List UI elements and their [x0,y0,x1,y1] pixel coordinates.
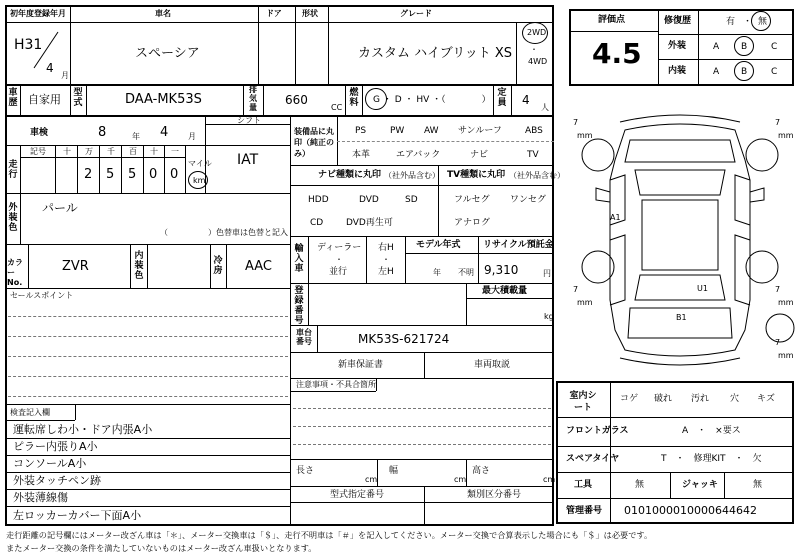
damage-mark-u1: U1 [697,284,708,293]
mileage-digit: 2 [84,167,93,182]
model-year-unit: 年 [433,268,441,277]
tv-label: TV種類に丸印 [447,170,506,180]
import-left-h: 左H [378,267,394,277]
tv-sub: （社外品含む） [509,171,565,180]
tire-depth: 7 [775,285,781,294]
shape-label: 形状 [302,9,318,18]
navi-item: CD [310,218,324,228]
tire-depth-mm: mm [577,131,593,140]
import-parallel: 並行 [329,267,348,277]
grade: カスタム ハイブリット XS [358,46,512,61]
exterior-c: C [771,42,778,52]
jack-label: ジャッキ [682,480,718,490]
tv-item: フルセグ [454,195,490,205]
spare-label: スペアタイヤ [566,454,620,464]
tire-depth: 7 [775,118,781,127]
inspector-label: 検査記入欄 [10,408,50,417]
equipment-item: ABS [525,126,543,136]
car-name-label: 車名 [155,9,171,18]
seat-item: 破れ [654,394,673,404]
drive-dot: ・ [530,45,538,54]
inspector-note: 運転席しわ小・ドア内張A小 [13,423,153,436]
mileage-digit: 0 [149,167,158,182]
model-label: 型式 [73,88,83,108]
seat-item: コゲ [620,394,639,404]
equipment-item: エアバック [396,150,441,160]
category: 自家用 [28,93,61,106]
repair-option: 無 [758,17,768,27]
mileage-digit: 5 [128,167,137,182]
glass-value: A ・ ×要ス [682,426,741,436]
displacement-label: 排気量 [249,85,257,112]
exterior-selected-circle [734,36,754,56]
color-no-label: カラーNo. [7,258,23,287]
tv-item: アナログ [454,218,491,228]
drive-4wd: 4WD [528,57,548,66]
navi-item: SD [405,195,418,205]
navi-label: ナビ種類に丸印 [318,170,382,180]
sales-point-label: セールスポイント [10,291,74,300]
displacement: 660 [285,93,308,107]
mileage-unit: 一 [171,147,179,156]
seat-item: 汚れ [691,394,710,404]
mileage-label: 走行 [8,160,18,180]
repair-option: 有 [726,17,736,27]
car-damage-diagram [560,100,800,380]
equipment-item: サンルーフ [458,126,502,136]
repair-label: 修復歴 [664,16,692,26]
inspector-note: コンソールA小 [13,457,87,470]
color-note: （ ）色替車は色替と記入 [160,228,288,237]
tire-depth-mm: mm [577,298,593,307]
capacity-unit: 人 [541,103,549,112]
tire-depth: 7 [775,338,781,347]
mileage-unit: 万 [85,147,93,156]
seat-item: キズ [757,394,775,404]
tools-label: 工具 [574,480,593,490]
equipment-item: 本革 [352,150,371,160]
navi-item: DVD [359,195,379,205]
exterior-label: 外装 [668,41,687,51]
category-number-label: 類別区分番号 [467,490,522,500]
color-value: パール [42,201,78,215]
recycle-label: リサイクル預託金 [483,240,554,250]
car-name: スペーシア [135,46,200,61]
interior-color-label: 内装色 [134,251,144,281]
tire-depth-mm: mm [778,131,794,140]
seat-item: 穴 [730,394,740,404]
interior-selected-circle [734,61,754,81]
length-label: 長さ [296,466,315,476]
tire-depth-mm: mm [778,351,794,360]
mileage-digit: 5 [106,167,115,182]
equipment-item: PS [355,126,367,136]
tv-item: ワンセグ [510,195,547,205]
seat-label: 室内シート [569,391,597,413]
score-label: 評価点 [598,15,626,25]
footer-note-1: 走行距離の記号欄にはメーター改ざん車は「＊」、メーター交換車は「＄」、走行不明車は「＃」を記入してください。メーター交換で合算表示した場合にも「＄」は必要です。 [6,530,653,540]
manual-label: 車両取説 [474,360,511,370]
fuel-selected-circle [365,88,387,110]
model: DAA-MK53S [125,92,202,107]
fuel-options: G ・ D ・ HV ・（ ） [373,95,491,105]
tools-value: 無 [635,480,645,490]
tire-depth-mm: mm [778,298,794,307]
damage-mark-b1: B1 [676,313,687,322]
mile-label: マイル [188,159,212,168]
ac-label: 冷房 [213,256,223,276]
inspection-year-unit: 年 [132,132,140,141]
interior-label: 内装 [668,66,687,76]
interior-a: A [713,67,720,77]
inspector-note: 外装薄線傷 [13,491,68,504]
spare-value: T ・ 修理KIT ・ 欠 [661,454,762,464]
inspector-note: ピラー内張りA小 [13,440,98,453]
tire-depth: 7 [573,285,579,294]
navi-sub: （社外品含む） [384,171,440,180]
inspection-month: 4 [160,125,169,140]
recycle-yen: 円 [543,269,551,278]
equipment-item: PW [390,126,405,136]
first-reg-label: 初年度登録年月 [10,9,66,18]
reg-number-label: 登録番号 [294,286,304,326]
exterior-b: B [741,42,748,52]
first-reg-slash [30,30,60,70]
drive-2wd: 2WD [527,28,547,37]
mileage-unit: 千 [107,147,115,156]
exterior-a: A [713,42,720,52]
height-label: 高さ [472,466,491,476]
capacity: 4 [522,93,530,107]
repair-option: ・ [743,17,753,27]
chassis-label: 車台番号 [296,328,312,346]
jack-value: 無 [753,480,763,490]
category-label: 車歴 [8,88,18,108]
import-dot: ・ [335,255,343,264]
door-label: ドア [266,9,282,18]
mileage-unit: 百 [129,147,137,156]
first-reg-month: 4 [46,61,54,75]
length-cm: cm [365,475,378,484]
first-reg-month-unit: 月 [61,71,69,80]
equipment-item: TV [527,150,539,160]
import-right-h: 右H [378,243,394,253]
chassis-value: MK53S-621724 [358,332,450,346]
glass-label: フロントガラス [566,426,629,436]
inspection-month-unit: 月 [188,132,196,141]
interior-c: C [771,67,778,77]
inspector-note: 外装タッチペン跡 [13,474,101,487]
fuel-label: 燃料 [349,88,359,108]
navi-item: HDD [308,195,329,205]
mileage-note-label: 記号 [30,147,46,156]
equipment-label: 装備品に丸印（純正のみ） [294,127,334,158]
inspector-note: 左ロッカーカバー下面A小 [13,509,142,522]
inspection-year: 8 [98,125,107,140]
mgmt-label: 管理番号 [566,506,603,516]
max-load-label: 最大積載量 [482,286,528,296]
width-label: 幅 [389,466,399,476]
mileage-unit: 十 [150,147,158,156]
drive-2wd-circle [522,22,548,44]
warranty-label: 新車保証書 [338,360,384,370]
mgmt-value: 0101000010000644642 [624,504,757,517]
import-label: 輸入車 [294,244,304,274]
interior-b: B [741,67,748,77]
score-value: 4.5 [592,37,642,70]
damage-mark-a1: A1 [610,213,621,222]
import-dealer: ディーラー [317,243,362,253]
footer-note-2: またメーター交換の条件を満たしていないものはメーター改ざん車扱いとなります。 [6,543,317,553]
capacity-label: 定員 [497,88,507,108]
color-label: 外装色 [8,203,18,233]
model-year-unknown: 不明 [458,268,474,277]
mileage-digit: 0 [170,167,179,182]
mileage-unit: 十 [63,147,71,156]
km-label: km [193,176,206,185]
equipment-item: AW [424,126,439,136]
shift-label: シフト [237,116,261,125]
shift-value: IAT [237,152,259,168]
notes-label: 注意事項・不具合箇所 [296,380,376,389]
import-dot: ・ [382,255,390,264]
inspection-label: 車検 [30,128,49,138]
recycle-value: 9,310 [484,263,519,277]
repair-selected-circle [751,11,771,31]
max-load-kg: kg [544,312,554,321]
type-approval-label: 型式指定番号 [330,490,385,500]
tire-depth: 7 [573,118,579,127]
grade-label: グレード [400,9,432,18]
ac-value: AAC [245,259,272,274]
first-reg-era: H31 [14,37,43,53]
height-cm: cm [543,475,556,484]
displacement-cc: CC [331,103,343,112]
width-cm: cm [454,475,467,484]
km-circle [188,171,208,189]
equipment-item: ナビ [470,150,489,160]
color-no-value: ZVR [62,259,89,274]
navi-item: DVD再生可 [346,218,393,228]
model-year-label: モデル年式 [416,240,461,250]
